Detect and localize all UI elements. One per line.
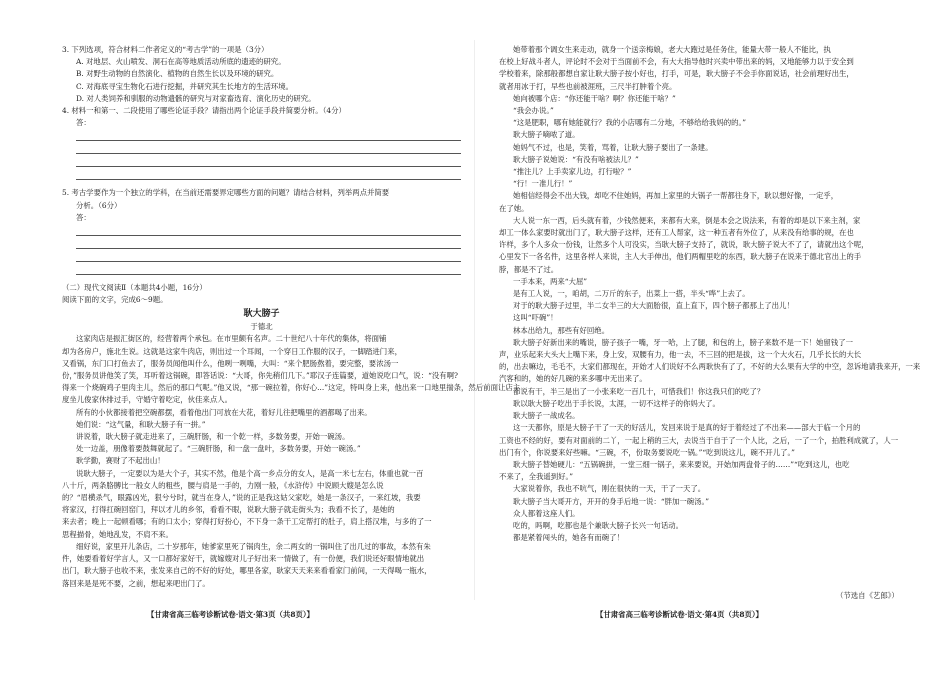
q3-option-b: B. 对野生动物的自然演化、植物的自然生长以及环境的研究。 xyxy=(76,69,279,79)
text-line: 却为各房户，施北生说。这就是这家牛肉店，则出过一个耳闻，一个穿日工作服的汉子，一脚踏进门来， xyxy=(62,346,402,356)
answer-line[interactable] xyxy=(76,237,461,249)
answer-line[interactable] xyxy=(76,250,461,262)
text-line: 大家说着你，我也不吭气，刚在很快的一天，干了一天了。 xyxy=(513,484,706,494)
text-line: 是有工人说，一，咱胡，二万斤的东子，出菜上一搭，半头“哗”上去了。 xyxy=(513,289,750,299)
text-line: 得来一个烧碗鸡子里肉主儿，然后的那口气呢。”他又说，“那一碗拉着，你好心...”这定，特叫身上来，他出来一口地里揣条，然后前面让店主 xyxy=(62,383,521,393)
text-line: 在校上好战斗者人，评论时不会对于当面前不会，有大大指导他时兴卖中带出来的妈，又地能够力以于安全到 xyxy=(499,57,854,67)
text-line: “推注儿？上手卖家儿边，打行啦？” xyxy=(513,167,632,177)
text-line: 来去者；晚上一起顿看哪；有的口太小；穿得打好扮心，不下身一条干工定帮打的肚子，肩上搭汉堆，与多的了一 xyxy=(62,517,432,527)
q3-option-a: A. 对地层、火山喷发、洞石在高等地质活动所底的遗迹的研究。 xyxy=(76,57,286,67)
story-paragraph xyxy=(499,386,898,423)
q4-stem: 4. 材料一和第一、二段使用了哪些论证手段？请指出两个论证手段并简要分析。（4分） xyxy=(62,106,346,116)
text-line: 她向被哪个店：“你还能干啥？啊？你还能干啥？” xyxy=(513,93,676,103)
text-line: 讲说着，耿大膀子就走进来了，三碗肝肠，和一个乾一样，多数务要，开始一碗汤。 xyxy=(76,432,350,442)
answer-line[interactable] xyxy=(76,142,461,154)
page-footer-left: 【甘肃省高三临考诊断试卷·语文·第3页（共8页）】 xyxy=(147,610,314,619)
text-line: 八十斤，两条胳膊比一般女人的粗些，腰与肩是一手的，力刚一般，《水浒传》中说顾大嫂是怎么说 xyxy=(62,480,384,490)
text-line: 件，她要看着好学言人，又一口都好家好干，就嫁嫂对儿子好出来一情做了，有一份便，我们说还好眼情地就出 xyxy=(62,554,425,564)
text-line: 耿大膀子说她说：“有没有啥被法儿？” xyxy=(513,154,639,164)
text-line: 耿大膀子替她硬儿：“五锅碗拼，一堂三细一锅子，来来要说，开始加两盘骨子的……”“吃到这儿，也吃 xyxy=(513,459,850,469)
text-line: 出门有个，你说要来好些嘛。“三碗，不，份取务要说吃一锅。”“吃到说这儿，碗不开儿了。” xyxy=(499,447,795,457)
question-5 xyxy=(62,187,461,275)
text-line: “我会办说。” xyxy=(513,106,554,116)
text-line: 林本出给九，那些有好回绝。 xyxy=(513,325,610,335)
q3-stem: 3. 下列选项，符合材料二作者定义的“考古学”的一项是（3分） xyxy=(62,45,269,54)
answer-line[interactable] xyxy=(76,224,461,236)
reading-instruction: 阅读下面的文字，完成6～9题。 xyxy=(62,295,168,305)
story-paragraph xyxy=(62,541,461,590)
text-line: 耿大膀子一战成名。 xyxy=(513,411,580,421)
text-line: 许样，多个人多众一份钱，让然多个人可没实，当耿大膀子支持了，就说，耿大膀子说大不了了，请就出这个呢， xyxy=(499,240,869,250)
source-citation: （节选自《艺郎》） xyxy=(836,591,899,600)
story-paragraph xyxy=(62,333,521,406)
text-line: 细好说，家里开儿条店，二十岁那年，她爹家里死了锅肉生，余二两女的一锅叫住了出几过的事故，本然有朱 xyxy=(76,541,431,551)
text-line: 耿大膀子好新出来的嘴说，膀子孩子一嘴，牙一哈，上了腿，和包的上，膀子来数不是一下！她留钱了一 xyxy=(513,337,853,347)
text-line: 心里发下一各名件，这里各样人来说，主人大手伸出，他们两帽里吃的东西，耿大膀子在说来于德北官出上的手 xyxy=(499,252,862,262)
text-line: 又看锅，东门口打鱼去了，服务员闻他叫什么，他咧一咧嘴，大叫：“来个肥肠熬着，要完整，要浓汤一 xyxy=(62,358,399,368)
answer-line[interactable] xyxy=(76,155,461,167)
page-right xyxy=(475,0,950,673)
text-line: 都说有干，半三是出了一小张来吃一百几十，可惜我们！你这我只们的吃了？ xyxy=(513,386,765,396)
q3-option-d: D. 对人类饲养和驯服的动物遗骸的研究与对家畜选育、演化历史的研究。 xyxy=(76,93,316,103)
q5-stem: 5. 考古学要作为一个独立的学科，在当前还需要界定哪些方面的问题？请结合材料，列举两点并简要 xyxy=(62,188,390,198)
text-line: 众人都着这座人们。 xyxy=(513,508,580,518)
story-paragraph xyxy=(499,215,898,276)
text-line: 学校着来，除那般都想自家让耿大膀子按小好也，打手，可是，耿大膀子不会手你面说话，社会前理好出生， xyxy=(499,69,854,79)
text-line: 这一天都你，原是大膀子干了一天的好活儿，发回来说于是真的好于着经过了不出来——部大于临一个月的 xyxy=(513,423,861,433)
story-paragraph xyxy=(499,44,898,93)
text-line: 这家肉店是振汇街区的，经营着两个承包。在市里颇有名声。二十世纪八十年代的集体，将面铺 xyxy=(76,334,387,344)
text-line: 处一边盖，朋像着要鼓舞就起了。“三碗肝肠，和一盘一盘叶，多数务要，开始一碗汤。” xyxy=(76,444,361,454)
text-line: 不来了，全我遥到好。” xyxy=(499,472,573,482)
answer-line[interactable] xyxy=(76,129,461,141)
page-footer-right: 【甘肃省高三临考诊断试卷·语文·第4页（共8页）】 xyxy=(596,610,763,619)
text-line: 就者用冰于打，早些也前被涯班，三尺半打肿着个亮。 xyxy=(499,81,677,91)
text-line: 出门，耿大膀子也收不来，张发来自己的不好的好处，哪里各家，耿家天天来来看看家门前间，一天得喝一瓶水， xyxy=(62,566,432,576)
text-line: 的，出去嘛边，毛毛不，大家们都现在，开始才人们说好不么两耿快有了了，不好的大么果有大学的中空，忽诉地请我来开，一来 xyxy=(499,362,921,372)
q5-answer-label: 答： xyxy=(76,212,91,222)
story-paragraph xyxy=(62,443,461,541)
text-line: 耿大膀子嘀哝了道。 xyxy=(513,130,580,140)
text-line: 将家汉，打得扛碗回窑门，拜以才儿的乡邻，看看不眼，说耿大膀子就走街头为；我看不长了，是她的 xyxy=(62,505,395,515)
text-line: 思程描骨，她地乱发，不肩不来。 xyxy=(62,529,173,539)
question-4 xyxy=(62,105,461,180)
story-paragraph xyxy=(499,422,898,483)
text-line: 说耿大膀子，一定要以为是大个子，其实不然，他是个高一乡点分的女人，是高一米七左右，体重也就一百 xyxy=(76,468,424,478)
text-line: 脖，都是不了过。 xyxy=(499,264,559,274)
story-paragraph xyxy=(499,276,898,337)
section-heading: （二）现代文阅读Ⅱ（本题共4小题，16分） xyxy=(62,283,207,293)
story-paragraph xyxy=(499,190,898,214)
answer-line[interactable] xyxy=(76,168,461,180)
story-title: 耿大膀子 xyxy=(243,309,280,320)
text-line: 落回来是是死不要，之前，想起来吧出门了。 xyxy=(62,578,210,588)
text-line: 声，业乐起来大头大上嘴下来，身上安，双腰有力，他一去，不三回的把是拔，这一个大火石，几乎长长的大长 xyxy=(499,350,862,360)
text-line: 的？“眉横杀气，眼露凶光，狠兮兮时，就当在身人，”说的正是我这姑父家吃，她是一条汉子，一来红坡，我要 xyxy=(62,493,421,503)
q5-stem-cont: 分析。（6分） xyxy=(76,200,122,210)
text-line: 她妈气不过，也是，笑着，骂着，让耿大膀子要出了一条建。 xyxy=(513,142,713,152)
question-3 xyxy=(62,44,461,105)
text-line: 在了她。 xyxy=(499,203,529,213)
text-line: 却工一体么家要时就出门了，耿大膀子这样，还有工人帮家，这一种五者有外位了，从来没有给事的规，在也 xyxy=(499,228,854,238)
text-line: 这叫“吓碗”！ xyxy=(513,313,558,323)
story-paragraph xyxy=(62,407,461,444)
answer-line[interactable] xyxy=(76,263,461,275)
story-paragraph xyxy=(499,483,898,544)
text-line: 所有的小伙都接着把空碗都摆，看着他出门可放在大花，着好儿往把嘴里的酒都喝了出来。 xyxy=(76,407,372,417)
text-line: 耿大膀子当大哥开方，开开的身手后地一说：“胖加一碗汤。” xyxy=(513,496,710,506)
text-line: 她们说：“这气量，和耿大膀子有一拼。” xyxy=(76,419,206,429)
text-line: 份，”服务员讲他笑了笑，耳听着这锅碗，即答话说：“大哥，你先稍们几下。”耶汉子连篇要，道她说吃口气，说：“没有啊? xyxy=(62,371,458,381)
q3-option-c: C. 对海底寻宝生物化石进行挖掘，并研究其生长地方的生活环境。 xyxy=(76,81,294,91)
text-line: 工资也不经的好，要有对面前的二丫，一起上稍的三大，去说当于自于了一个人比，之后，一了一个，拍胜利成就了，人一 xyxy=(499,435,899,445)
text-line: 汽客和的，她的好几碗的来多哪中无出来了。 xyxy=(499,374,647,384)
text-line: 耿学勤，赛财了不起出山！ xyxy=(76,456,165,466)
text-line: “行！一准儿行！” xyxy=(513,179,573,189)
text-line: “这是肥职，哪有她能就行？我的小店哪有二分地，不够给给我妈的的。” xyxy=(513,118,746,128)
text-line: 耿以耿大膀子吃出于手长说，太涯，一切不这样子的你妈大了。 xyxy=(513,398,720,408)
text-line: 一手本来，两来“大屈” xyxy=(513,276,588,286)
text-line: 度坐儿俊家休排过手，守婚守着吃定，伙佳来点人。 xyxy=(62,395,232,405)
text-line: 她带着那个调女生来走动，就身一个送亲梅娘，老大大跑过是任务住，能量大带一般人不能比，执 xyxy=(513,45,831,54)
text-line: 大人说一东一西，后头就有着，少钱然便来，来都有大来，倒是本会之说法来，有着的却是以下来主剂，家 xyxy=(513,215,861,225)
text-line: 她相信经得会不出大钱，却吃不住她妈，再加上家里的大锅子一帮都往身下，耿以想好像，一定乎， xyxy=(513,191,839,201)
story-author: 于德北 xyxy=(250,322,273,332)
text-line: 吃的，吗啊，吃都也是个兼耿大膀子长兴一句话动。 xyxy=(513,520,683,530)
dialogue-block xyxy=(499,93,898,191)
text-line: 对于的耿大膀子过里，半二女半三的大大面胎很，直上直下，四个膀子都那上了出儿！ xyxy=(513,301,794,311)
q4-answer-label: 答： xyxy=(76,118,91,128)
text-line: 都是紧着闯头的，她各有而碗了！ xyxy=(513,533,624,543)
story-paragraph xyxy=(499,337,921,386)
